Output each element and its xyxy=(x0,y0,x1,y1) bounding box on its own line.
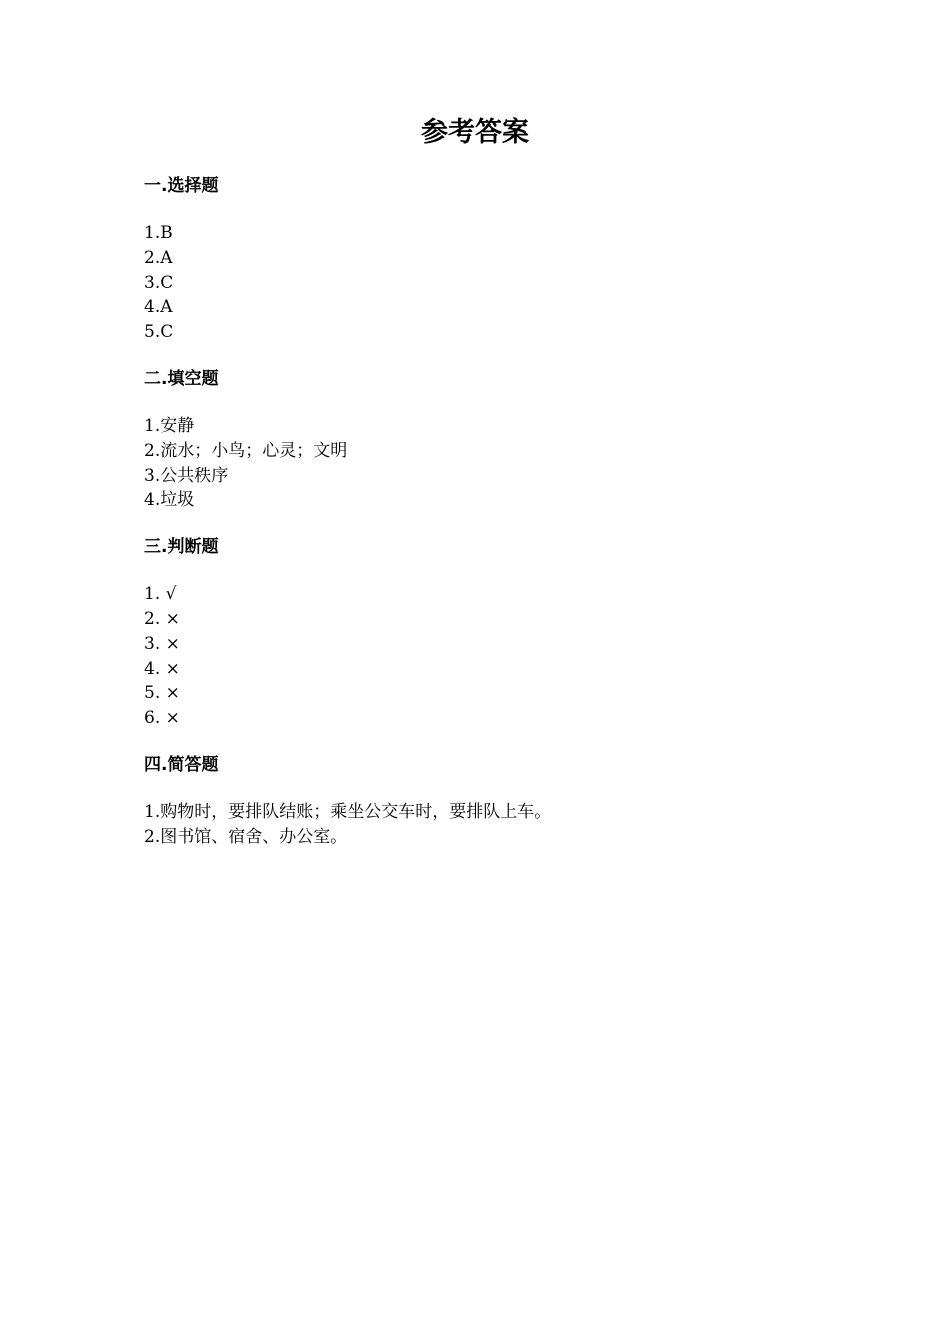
section-heading: 三.判断题 xyxy=(144,537,219,558)
answer-item: 4.垃圾 xyxy=(144,490,195,511)
answer-item: 3.公共秩序 xyxy=(144,465,229,486)
answer-item: 6. × xyxy=(144,708,180,729)
answer-item: 4.A xyxy=(144,297,173,318)
answer-item: 5.C xyxy=(144,322,174,343)
section-multiple-choice xyxy=(144,174,844,345)
answer-item: 2. × xyxy=(144,608,180,629)
answer-item: 2.流水；小鸟；心灵；文明 xyxy=(144,440,348,461)
section-fill-in-blank xyxy=(144,367,844,513)
answer-content xyxy=(144,174,844,872)
answer-item: 4. × xyxy=(144,658,180,679)
answer-list xyxy=(144,414,844,513)
answer-item: 3.C xyxy=(144,272,174,293)
answer-item: 1. √ xyxy=(144,584,177,605)
answer-item: 5. × xyxy=(144,683,180,704)
answer-list xyxy=(144,221,844,345)
section-short-answer xyxy=(144,753,844,850)
section-heading: 一.选择题 xyxy=(144,176,219,196)
section-heading: 四.简答题 xyxy=(144,754,219,775)
section-true-false xyxy=(144,535,844,731)
answer-item: 1.安静 xyxy=(144,415,195,436)
section-heading: 二.填空题 xyxy=(144,368,219,389)
answer-item: 3. × xyxy=(144,633,180,654)
answer-item: 2.A xyxy=(144,247,173,268)
answer-item: 2.图书馆、宿舍、办公室。 xyxy=(144,826,348,847)
answer-list xyxy=(144,800,844,850)
answer-item: 1.购物时，要排队结账；乘坐公交车时，要排队上车。 xyxy=(144,801,552,822)
answer-list xyxy=(144,582,844,731)
answer-item: 1.B xyxy=(144,223,173,243)
page-title: 参考答案 xyxy=(421,117,529,148)
